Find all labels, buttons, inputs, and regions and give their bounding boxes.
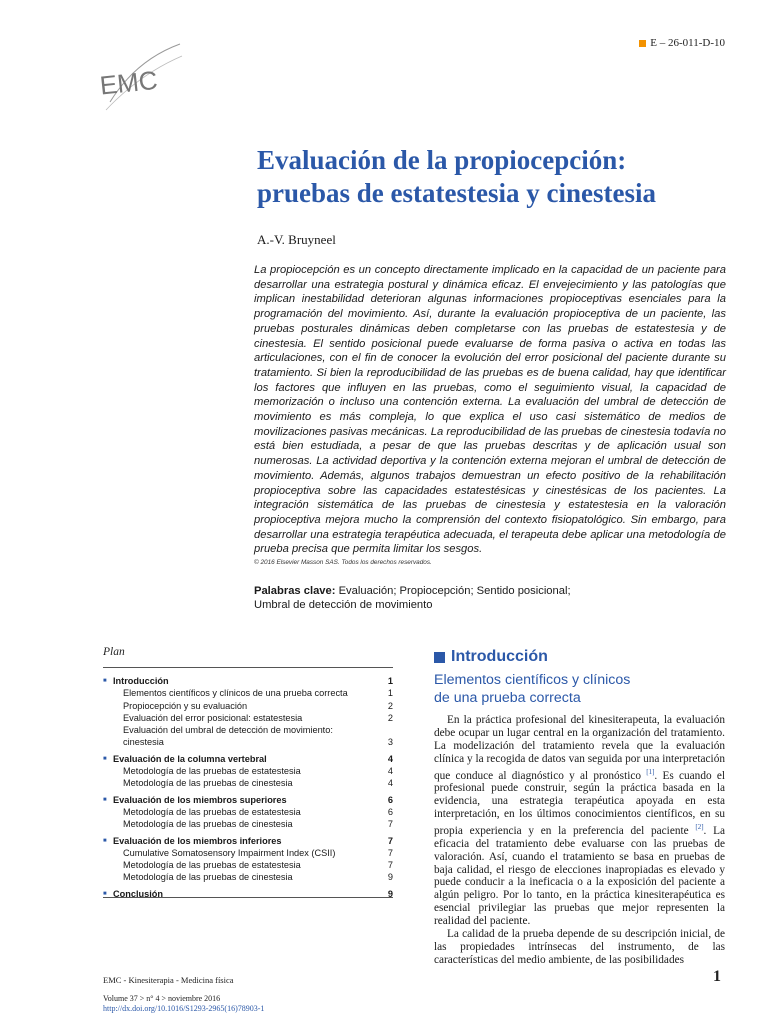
- paragraph-2: La calidad de la prueba depende de su descripción inicial, de las propiedades intrínsecas del instrumento, de las características del medio ambiente, de las posibilidades: [434, 928, 725, 966]
- square-bullet-icon: ■: [103, 678, 107, 685]
- plan-item-label: Evaluación del umbral de detección de movimiento:: [123, 725, 333, 736]
- plan-box: [103, 640, 393, 898]
- reference-link-2[interactable]: [2]: [695, 823, 704, 832]
- plan-section-item[interactable]: [103, 794, 393, 806]
- plan-item-page: 7: [387, 819, 393, 830]
- keywords-label: Palabras clave:: [254, 585, 336, 597]
- plan-item-label: Evaluación del error posicional: estatestesia: [123, 712, 303, 723]
- plan-subsection-item[interactable]: [103, 700, 393, 712]
- plan-subsection-item[interactable]: [103, 777, 393, 789]
- plan-item-label: Elementos científicos y clínicos de una prueba correcta: [123, 688, 348, 699]
- plan-item-page: 1: [387, 676, 393, 686]
- plan-item-label: Metodología de las pruebas de estatestesia: [123, 766, 301, 777]
- footer-volume: Volume 37 > n° 4 > noviembre 2016: [103, 994, 221, 1003]
- author: A.-V. Bruyneel: [257, 232, 336, 247]
- plan-item-page: 2: [387, 712, 393, 723]
- section-heading: [434, 648, 548, 666]
- plan-item-page: 6: [387, 794, 393, 805]
- plan-subsection-item[interactable]: [103, 687, 393, 699]
- plan-item-label: Conclusión: [113, 888, 164, 899]
- section-heading-text: Introducción: [451, 648, 548, 665]
- plan-item-page: 7: [387, 860, 393, 871]
- abstract: La propiocepción es un concepto directamente implicado en la capacidad de un paciente para desarrollar una estrategia postural y dinámica eficaz. El envejecimiento y las patologías que implican inestabilidad deterioran algunas informaciones propioceptivas esenciales para la programación del movimiento. Así, durante la evaluación propioceptiva de un paciente, las pruebas posturales dinámicas deben completarse con las pruebas de estatestesia y de cinestesia. El sentido posicional puede evaluarse de forma pasiva o activa en todas las articulaciones, con el fin de conocer la evolución del error posicional del paciente durante su tratamiento. Si bien la reproducibilidad de las pruebas es de buena calidad, hay que identificar los factores que influyen en las pruebas, como el seguimiento visual, la capacidad de memorización o incluso una contención externa. La evaluación del umbral de detección de movimiento es más compleja, lo que explica el uso casi sistemático de medios de movilizaciones pasivas mecánicas. La reproducibilidad de las pruebas de cinestesia todavía no está bien estudiada, a pesar de que las pruebas descritas y de aplicación usual son numerosas. La actividad deportiva y la contención externa mejoran el umbral de detección de movimiento. Además, algunos trabajos demuestran un efecto positivo de la rehabilitación propioceptiva sobre las capacidades estatestésicas y cinestésicas de los pacientes. La integración sistemática de las pruebas de cinestesia y estatestesia en la valoración propioceptiva mejora mucho la comprensión del contexto fisiopatológico. Sin embargo, para desarrollar una estrategia terapéutica adecuada, el terapeuta debe aplicar una metodología de prueba precisa que permita limitar los sesgos.: [254, 264, 726, 556]
- plan-subsection-item[interactable]: [103, 847, 393, 859]
- plan-section-item[interactable]: [103, 675, 393, 687]
- plan-item-page: 7: [387, 847, 393, 858]
- square-bullet-icon: ■: [103, 837, 107, 844]
- plan-item-label: cinestesia: [123, 737, 164, 748]
- keywords-line-2: Umbral de detección de movimiento: [254, 599, 433, 611]
- doi-link[interactable]: http://dx.doi.org/10.1016/S1293-2965(16)78903-1: [103, 1004, 265, 1013]
- article-title: [257, 144, 737, 210]
- plan-item-label: Cumulative Somatosensory Impairment Index (CSII): [123, 847, 336, 858]
- plan-item-page: 2: [387, 700, 393, 711]
- plan-section-item[interactable]: [103, 888, 393, 900]
- subsection-heading-line-2: de una prueba correcta: [434, 690, 581, 706]
- plan-subsection-item[interactable]: [103, 871, 393, 883]
- body-text: [434, 714, 725, 967]
- plan-title: Plan: [103, 646, 125, 658]
- plan-item-label: Evaluación de los miembros superiores: [113, 794, 287, 805]
- plan-item-page: 4: [387, 753, 393, 764]
- plan-item-label: Evaluación de la columna vertebral: [113, 753, 267, 764]
- plan-item-page: 9: [387, 888, 393, 899]
- plan-item-page: 9: [387, 872, 393, 883]
- page-number: 1: [713, 968, 721, 985]
- orange-square-icon: [639, 40, 646, 47]
- plan-subsection-item[interactable]: [103, 818, 393, 830]
- subsection-heading: [434, 671, 734, 707]
- plan-item-page: 4: [387, 778, 393, 789]
- blue-square-icon: [434, 652, 445, 663]
- emc-logo: [96, 40, 186, 120]
- title-line-2: pruebas de estatestesia y cinestesia: [257, 178, 656, 208]
- plan-item-label: Propiocepción y su evaluación: [123, 700, 248, 711]
- plan-subsection-item[interactable]: [103, 765, 393, 777]
- plan-item-label: Metodología de las pruebas de estatestesia: [123, 806, 301, 817]
- plan-item-page: 3: [387, 737, 393, 748]
- keywords-line-1: Evaluación; Propiocepción; Sentido posicional;: [338, 585, 571, 597]
- plan-item-page: 7: [387, 835, 393, 846]
- plan-section-item[interactable]: [103, 753, 393, 765]
- square-bullet-icon: ■: [103, 891, 107, 898]
- reference-link-1[interactable]: [1]: [646, 767, 655, 776]
- plan-item-page: 6: [387, 806, 393, 817]
- plan-item-label: Metodología de las pruebas de cinestesia: [123, 819, 293, 830]
- title-line-1: Evaluación de la propiocepción:: [257, 145, 627, 175]
- plan-subsection-item[interactable]: [103, 724, 393, 736]
- plan-item-page: 1: [387, 688, 393, 699]
- plan-item-label: Metodología de las pruebas de estatestesia: [123, 860, 301, 871]
- plan-subsection-item[interactable]: [103, 736, 393, 748]
- square-bullet-icon: ■: [103, 796, 107, 803]
- plan-item-label: Evaluación de los miembros inferiores: [113, 835, 282, 846]
- copyright: © 2016 Elsevier Masson SAS. Todos los derechos reservados.: [254, 559, 432, 566]
- plan-list: [103, 675, 393, 900]
- emc-logo-text: EMC: [98, 64, 159, 101]
- plan-item-label: Introducción: [113, 676, 169, 686]
- plan-item-label: Metodología de las pruebas de cinestesia: [123, 778, 293, 789]
- document-code: [639, 37, 725, 49]
- plan-subsection-item[interactable]: [103, 806, 393, 818]
- plan-subsection-item[interactable]: [103, 859, 393, 871]
- paragraph-1: En la práctica profesional del kinesiterapeuta, la evaluación debe ocupar un lugar central en la organización del tratamiento. La modelización del tratamiento revela que la evaluación clínica y la recogida de datos van seguida por una interpretación que conduce al diagnóstico y al pronóstico [1]. Es cuando el profesional puede construir, según la práctica basada en la evidencia, una estrategia terapéutica apoyada en esta interpretación, en los últimos conocimientos científicos, en su propia experiencia y en la preferencia del paciente [2]. La eficacia del tratamiento debe evaluarse con las pruebas de valoración. Así, cuando el tratamiento se basa en pruebas de baja calidad, el riesgo de elecciones inapropiadas es elevado y puede conducir a la ineficacia o a la exposición del paciente a algún peligro. Por lo tanto, en la práctica kinesiterapéutica es esencial privilegiar las pruebas que mejor representen la realidad del paciente.: [434, 714, 725, 928]
- plan-item-page: 4: [387, 766, 393, 777]
- footer-journal: EMC - Kinesiterapia - Medicina física: [103, 975, 234, 985]
- square-bullet-icon: ■: [103, 756, 107, 763]
- subsection-heading-line-1: Elementos científicos y clínicos: [434, 672, 631, 688]
- plan-item-label: Metodología de las pruebas de cinestesia: [123, 872, 293, 883]
- plan-subsection-item[interactable]: [103, 712, 393, 724]
- keywords: [254, 584, 714, 612]
- plan-section-item[interactable]: [103, 835, 393, 847]
- plan-divider: [103, 667, 393, 668]
- document-code-text: E – 26-011-D-10: [650, 37, 725, 49]
